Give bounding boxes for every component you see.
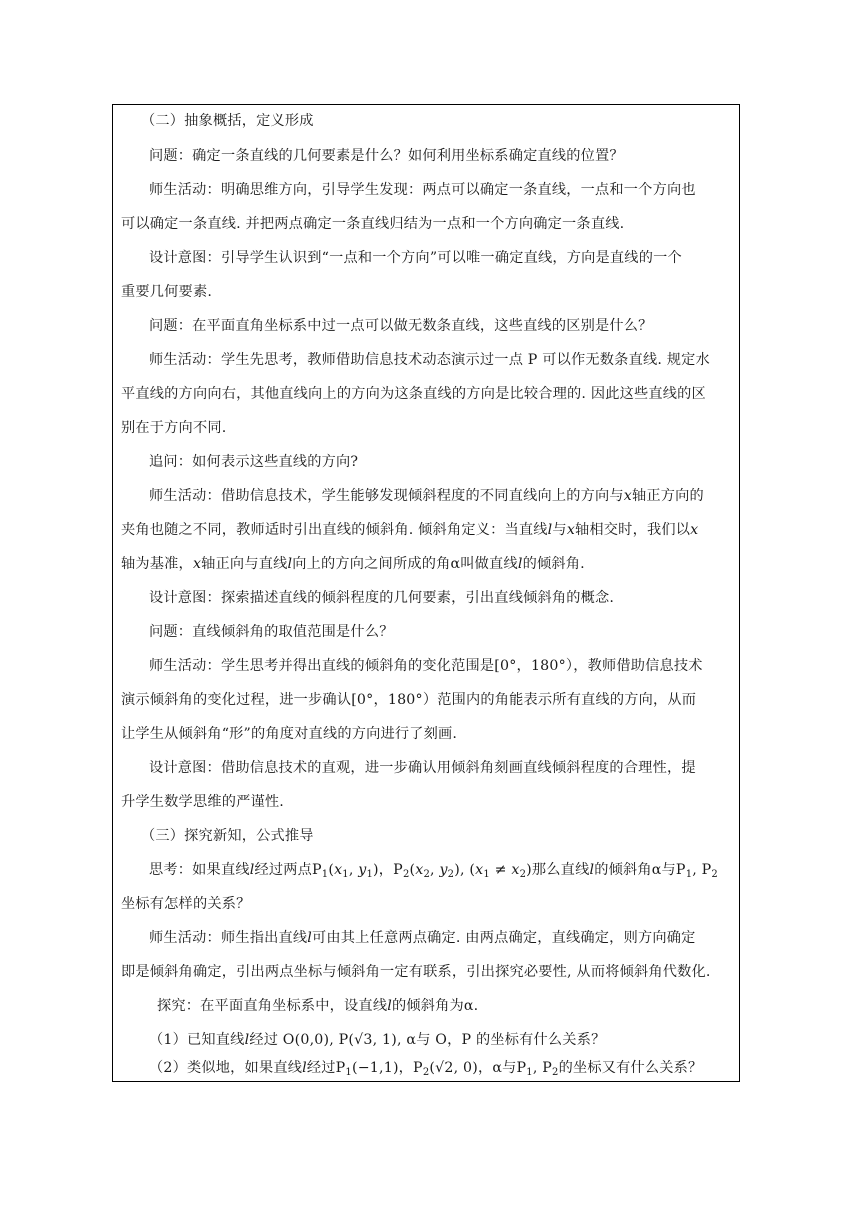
math: x <box>511 862 520 878</box>
math-sub: 2 <box>519 869 527 880</box>
paragraph: 思考：如果直线l经过两点$P_1(x_1$, $y_1$)，$P_2(x_2$, $y_2$), $(x_1 \ne x_2)$那么直线l的倾斜角α与$P_1$, $P_2$ <box>149 862 718 880</box>
math-sub: 1 <box>526 1067 533 1078</box>
paragraph: 可以确定一条直线. 并把两点确定一条直线归结为一点和一个方向确定一条直线. <box>121 216 625 232</box>
text: ，P <box>378 862 403 878</box>
paragraph: 演示倾斜角的变化过程，进一步确认[0°，180°）范围内的角能表示所有直线的方向，从而 <box>121 692 697 708</box>
paragraph <box>157 996 731 1016</box>
math-l: l <box>244 1032 250 1048</box>
text: 的倾斜角α与P <box>594 862 686 878</box>
math: x <box>334 862 343 878</box>
text: 师生活动：师生指出直线 <box>149 930 308 946</box>
text: 夹角也随之不同，教师适时引出直线的倾斜角. 倾斜角定义：当直线 <box>121 522 548 538</box>
text: 思考：如果直线 <box>149 862 250 878</box>
math-l: l <box>589 862 595 878</box>
text: 向上的方向之间所成的角α叫做直线 <box>292 556 518 572</box>
text: 那么直线 <box>531 862 590 878</box>
text: 可由其上任意两点确定. 由两点确定，直线确定，则方向确定 <box>312 930 696 946</box>
math: x <box>475 862 484 878</box>
math-sub: 2 <box>447 869 455 880</box>
text: (√2, 0)，α与P <box>429 1060 527 1076</box>
math-x: x <box>690 522 699 538</box>
text: （2）类似地，如果直线 <box>149 1060 303 1076</box>
math-l: l <box>249 862 255 878</box>
math-l: l <box>387 998 392 1014</box>
math-x: x <box>192 556 202 572</box>
paragraph <box>121 520 731 540</box>
math-sub: 2 <box>552 1067 559 1078</box>
math: y <box>439 862 448 878</box>
paragraph: 重要几何要素. <box>121 284 213 300</box>
math-l: l <box>287 556 293 572</box>
text: 的倾斜角. <box>522 556 585 572</box>
math: x <box>415 862 424 878</box>
paragraph: （2）类似地，如果直线l经过$P_1(-1,1)$，$P_2(√2$, 0)，α与$P_1$, $P_2$的坐标又有什么关系？ <box>149 1060 703 1078</box>
text: (−1,1)，P <box>351 1060 423 1076</box>
math-sub: 2 <box>422 1067 430 1078</box>
math-x: x <box>623 488 632 504</box>
paragraph: 师生活动：学生先思考，教师借助信息技术动态演示过一点 P 可以作无数条直线. 规定水 <box>149 352 710 368</box>
text: 轴正方向的 <box>632 488 704 504</box>
paragraph: 设计意图：探索描述直线的倾斜程度的几何要素，引出直线倾斜角的概念. <box>149 590 615 606</box>
paragraph: 设计意图：借助信息技术的直观，进一步确认用倾斜角刻画直线倾斜程度的合理性，提 <box>149 760 696 776</box>
math-sub: 1 <box>345 1067 352 1078</box>
text: 轴正向与直线 <box>201 556 288 572</box>
paragraph: 问题：确定一条直线的几何要素是什么？如何利用坐标系确定直线的位置？ <box>149 148 624 164</box>
text: 经过两点P <box>254 862 322 878</box>
text: 的坐标又有什么关系？ <box>558 1060 703 1076</box>
paragraph: 追问：如何表示这些直线的方向? <box>149 454 359 470</box>
text: 轴相交时，我们以 <box>575 522 691 538</box>
paragraph <box>121 554 731 574</box>
math-sub: 1 <box>366 869 374 880</box>
math-x: x <box>566 522 576 538</box>
text: 的倾斜角为α. <box>391 998 479 1014</box>
paragraph <box>149 928 731 948</box>
math-sub: 2 <box>711 869 718 880</box>
text: （1）已知直线 <box>149 1032 245 1048</box>
paragraph: 让学生从倾斜角“形”的角度对直线的方向进行了刻画. <box>121 726 458 742</box>
text: 与 <box>552 522 567 538</box>
text: 轴为基准， <box>121 556 193 572</box>
math-sub: 1 <box>321 869 329 880</box>
paragraph: 升学生数学思维的严谨性. <box>121 794 284 810</box>
paragraph: 师生活动：学生思考并得出直线的倾斜角的变化范围是[0°，180°），教师借助信息技术 <box>149 658 703 674</box>
text: 经过P <box>306 1060 346 1076</box>
section-heading-3: （三）探究新知，公式推导 <box>141 828 314 844</box>
section-heading-2: （二）抽象概括，定义形成 <box>141 113 314 129</box>
paragraph <box>149 1030 731 1050</box>
math-sub: 1 <box>483 869 490 880</box>
text: 探究：在平面直角坐标系中，设直线 <box>157 998 388 1014</box>
math-sub: 2 <box>402 869 410 880</box>
math-l: l <box>302 1060 307 1076</box>
math-sub: 1 <box>342 869 349 880</box>
math-l: l <box>307 930 313 946</box>
paragraph <box>149 486 731 506</box>
lesson-table-cell <box>112 104 740 1082</box>
math-sub: 1 <box>685 869 693 880</box>
paragraph: 师生活动：明确思维方向，引导学生发现：两点可以确定一条直线，一点和一个方向也 <box>149 182 696 198</box>
paragraph: 即是倾斜角确定，引出两点坐标与倾斜角一定有联系，引出探究必要性, 从而将倾斜角代数化. <box>121 964 711 980</box>
paragraph: 坐标有怎样的关系？ <box>121 896 251 912</box>
math: y <box>358 862 367 878</box>
math-l: l <box>547 522 553 538</box>
paragraph: 问题：在平面直角坐标系中过一点可以做无数条直线，这些直线的区别是什么？ <box>149 318 653 334</box>
text: 师生活动：借助信息技术，学生能够发现倾斜程度的不同直线向上的方向与 <box>149 488 624 504</box>
paragraph: 设计意图：引导学生认识到“一点和一个方向”可以唯一确定直线，方向是直线的一个 <box>149 250 682 266</box>
paragraph: 平直线的方向向右，其他直线向上的方向为这条直线的方向是比较合理的. 因此这些直线的区 <box>121 386 706 402</box>
text: 经过 O(0,0), P(√3, 1), α与 O，P 的坐标有什么关系？ <box>249 1032 606 1048</box>
math-sub: 2 <box>423 869 431 880</box>
paragraph: 别在于方向不同. <box>121 420 227 436</box>
math-l: l <box>517 556 523 572</box>
paragraph: 问题：直线倾斜角的取值范围是什么？ <box>149 624 394 640</box>
